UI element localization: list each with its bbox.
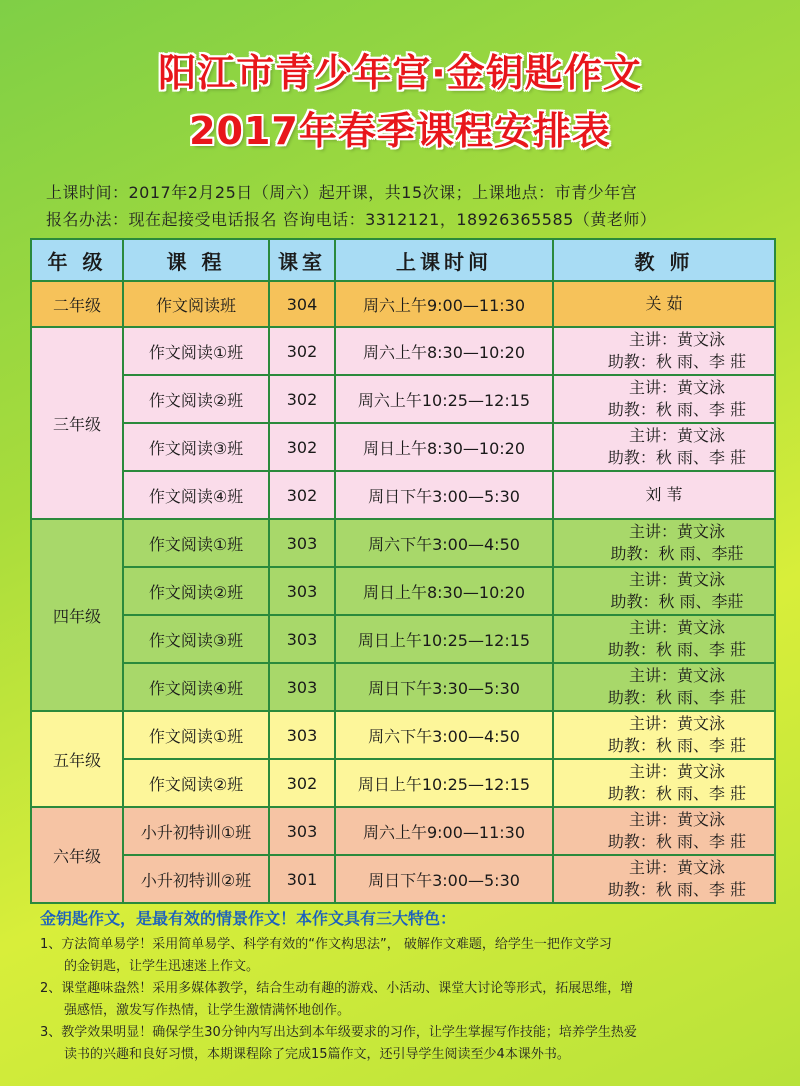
assistant-line: 助教：秋 雨、李 莊 xyxy=(607,400,747,419)
teacher-line: 主讲：黄文泳 xyxy=(628,666,725,685)
table-row xyxy=(31,807,775,855)
time-cell: 周日上午10:25—12:15 xyxy=(335,615,553,663)
time-cell: 周六上午8:30—10:20 xyxy=(335,327,553,375)
feature-item-1-line-2: 的金钥匙，让学生迅速迷上作文。 xyxy=(64,959,260,974)
course-cell: 作文阅读①班 xyxy=(123,327,269,375)
teacher-line: 主讲：黄文泳 xyxy=(628,810,725,829)
feature-item-3 xyxy=(40,1022,760,1066)
time-cell: 周日上午8:30—10:20 xyxy=(335,423,553,471)
assistant-line: 助教：秋 雨、李 莊 xyxy=(607,688,747,707)
time-cell: 周日上午8:30—10:20 xyxy=(335,567,553,615)
feature-item-1-line-1: 1、方法简单易学！采用简单易学、科学有效的“作文构思法”， 破解作文难题，给学生一把作文学习 xyxy=(40,937,612,952)
header-teacher: 教 师 xyxy=(553,239,775,281)
assistant-line: 助教：秋 雨、李 莊 xyxy=(607,784,747,803)
table-row xyxy=(31,375,775,423)
title-line-1: 阳江市青少年宫·金钥匙作文 xyxy=(158,51,642,95)
feature-item-1 xyxy=(40,934,760,978)
grade-cell: 二年级 xyxy=(31,281,123,327)
feature-item-3-line-2: 读书的兴趣和良好习惯，本期课程除了完成15篇作文，还引导学生阅读至少4本课外书。 xyxy=(64,1047,570,1062)
grade-cell: 三年级 xyxy=(31,327,123,519)
teacher-line: 主讲：黄文泳 xyxy=(628,762,725,781)
course-cell: 作文阅读③班 xyxy=(123,423,269,471)
assistant-line: 助教：秋 雨、李莊 xyxy=(610,544,744,563)
table-row xyxy=(31,327,775,375)
teacher-cell xyxy=(553,759,775,807)
room-cell: 303 xyxy=(269,663,335,711)
table-row xyxy=(31,423,775,471)
teacher-line: 主讲：黄文泳 xyxy=(628,522,725,541)
feature-item-2-line-1: 2、课堂趣味盎然！采用多媒体教学，结合生动有趣的游戏、小活动、课堂大讨论等形式，拓展思维，增 xyxy=(40,981,634,996)
teacher-cell xyxy=(553,327,775,375)
room-cell: 302 xyxy=(269,759,335,807)
room-cell: 304 xyxy=(269,281,335,327)
header-grade: 年 级 xyxy=(31,239,123,281)
teacher-cell xyxy=(553,567,775,615)
table-row xyxy=(31,759,775,807)
time-cell: 周六上午9:00—11:30 xyxy=(335,281,553,327)
table-row xyxy=(31,281,775,327)
teacher-cell xyxy=(553,711,775,759)
schedule-table xyxy=(30,238,776,904)
feature-item-2-line-2: 强感悟，激发写作热情，让学生激情满怀地创作。 xyxy=(64,1003,351,1018)
teacher-line: 主讲：黄文泳 xyxy=(628,858,725,877)
time-cell: 周日上午10:25—12:15 xyxy=(335,759,553,807)
header-time: 上课时间 xyxy=(335,239,553,281)
assistant-line: 助教：秋 雨、李 莊 xyxy=(607,832,747,851)
table-row xyxy=(31,471,775,519)
assistant-line: 助教：秋 雨、李 莊 xyxy=(607,736,747,755)
teacher-line: 关 茹 xyxy=(645,294,683,313)
time-cell: 周日下午3:00—5:30 xyxy=(335,471,553,519)
table-row xyxy=(31,663,775,711)
title-line-2: 2017年春季课程安排表 xyxy=(189,109,611,153)
table-header-row xyxy=(31,239,775,281)
teacher-cell xyxy=(553,423,775,471)
teacher-cell xyxy=(553,807,775,855)
assistant-line: 助教：秋 雨、李 莊 xyxy=(607,640,747,659)
teacher-line: 主讲：黄文泳 xyxy=(628,618,725,637)
room-cell: 302 xyxy=(269,423,335,471)
teacher-line: 主讲：黄文泳 xyxy=(628,330,725,349)
feature-item-3-line-1: 3、教学效果明显！确保学生30分钟内写出达到本年级要求的习作，让学生掌握写作技能；培养学生热爱 xyxy=(40,1025,637,1040)
table-row xyxy=(31,855,775,903)
course-cell: 作文阅读①班 xyxy=(123,519,269,567)
teacher-cell xyxy=(553,375,775,423)
course-cell: 作文阅读②班 xyxy=(123,567,269,615)
course-cell: 作文阅读②班 xyxy=(123,375,269,423)
course-cell: 小升初特训①班 xyxy=(123,807,269,855)
time-cell: 周日下午3:00—5:30 xyxy=(335,855,553,903)
room-cell: 303 xyxy=(269,567,335,615)
assistant-line: 助教：秋 雨、李莊 xyxy=(610,592,744,611)
room-cell: 303 xyxy=(269,807,335,855)
room-cell: 303 xyxy=(269,519,335,567)
time-cell: 周六下午3:00—4:50 xyxy=(335,711,553,759)
course-cell: 作文阅读②班 xyxy=(123,759,269,807)
teacher-cell xyxy=(553,855,775,903)
course-cell: 作文阅读④班 xyxy=(123,471,269,519)
room-cell: 302 xyxy=(269,471,335,519)
registration-info: 报名办法：现在起接受电话报名 咨询电话：3312121，18926365585（黄老师） xyxy=(46,210,657,229)
course-cell: 作文阅读①班 xyxy=(123,711,269,759)
teacher-line: 主讲：黄文泳 xyxy=(628,426,725,445)
course-cell: 作文阅读④班 xyxy=(123,663,269,711)
time-cell: 周日下午3:30—5:30 xyxy=(335,663,553,711)
course-cell: 作文阅读③班 xyxy=(123,615,269,663)
teacher-line: 主讲：黄文泳 xyxy=(628,378,725,397)
room-cell: 302 xyxy=(269,375,335,423)
teacher-cell xyxy=(553,471,775,519)
course-cell: 作文阅读班 xyxy=(123,281,269,327)
assistant-line: 助教：秋 雨、李 莊 xyxy=(607,880,747,899)
time-cell: 周六下午3:00—4:50 xyxy=(335,519,553,567)
table-row xyxy=(31,519,775,567)
teacher-cell xyxy=(553,663,775,711)
features-heading: 金钥匙作文，是最有效的情景作文！本作文具有三大特色： xyxy=(40,909,457,928)
teacher-line: 刘 苇 xyxy=(645,485,683,504)
room-cell: 301 xyxy=(269,855,335,903)
grade-cell: 六年级 xyxy=(31,807,123,903)
room-cell: 302 xyxy=(269,327,335,375)
course-cell: 小升初特训②班 xyxy=(123,855,269,903)
teacher-cell xyxy=(553,519,775,567)
room-cell: 303 xyxy=(269,711,335,759)
header-room: 课室 xyxy=(269,239,335,281)
time-cell: 周六上午9:00—11:30 xyxy=(335,807,553,855)
teacher-line: 主讲：黄文泳 xyxy=(628,570,725,589)
grade-cell: 五年级 xyxy=(31,711,123,807)
header-course: 课 程 xyxy=(123,239,269,281)
class-time-info: 上课时间：2017年2月25日（周六）起开课，共15次课；上课地点：市青少年宫 xyxy=(46,183,638,202)
table-row xyxy=(31,567,775,615)
teacher-line: 主讲：黄文泳 xyxy=(628,714,725,733)
feature-item-2 xyxy=(40,978,760,1022)
assistant-line: 助教：秋 雨、李 莊 xyxy=(607,352,747,371)
teacher-cell xyxy=(553,281,775,327)
grade-cell: 四年级 xyxy=(31,519,123,711)
teacher-cell xyxy=(553,615,775,663)
table-row xyxy=(31,711,775,759)
assistant-line: 助教：秋 雨、李 莊 xyxy=(607,448,747,467)
table-row xyxy=(31,615,775,663)
room-cell: 303 xyxy=(269,615,335,663)
time-cell: 周六上午10:25—12:15 xyxy=(335,375,553,423)
